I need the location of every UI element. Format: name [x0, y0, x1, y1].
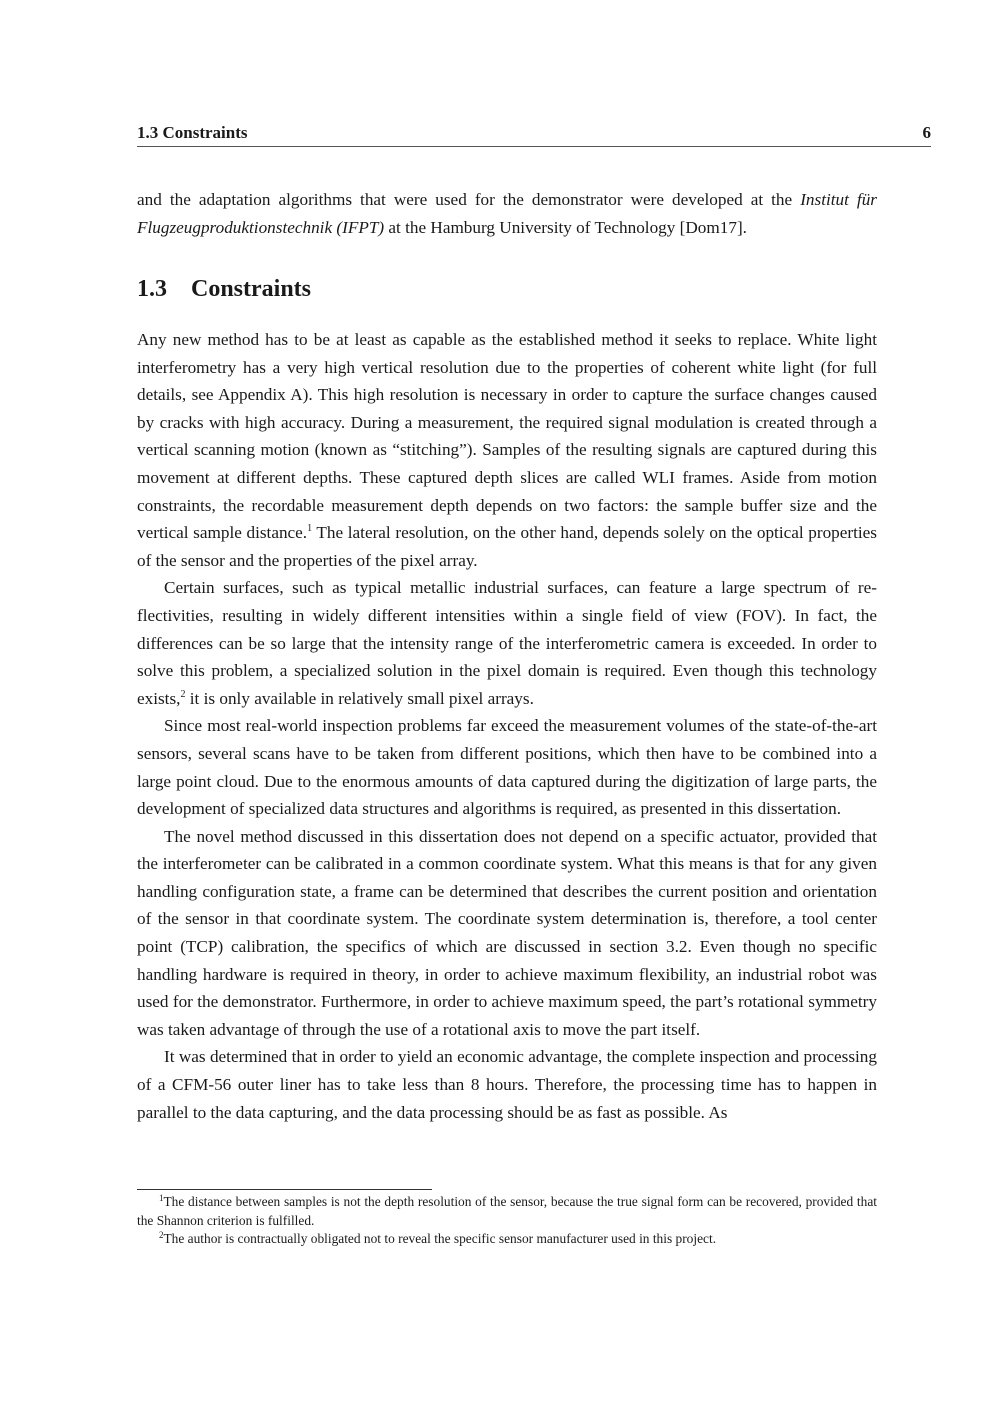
continuation-paragraph [137, 186, 877, 241]
footnotes [137, 1193, 877, 1249]
footnote-mark: 1 [159, 1193, 164, 1203]
text: The lateral resolution, on the other hand, depends solely on the optical properties of the sensor and the properties of the pixel array. [137, 523, 877, 570]
section-number: 1.3 [137, 276, 167, 302]
footnote-2 [137, 1230, 877, 1249]
footnote-ref-2[interactable]: 2 [180, 688, 186, 700]
footnote-divider [137, 1189, 432, 1190]
section-body [137, 326, 877, 1126]
running-head-title: 1.3 Constraints [137, 123, 248, 142]
text: Any new method has to be at least as capable as the established method it seeks to replace. White light interferometry has a very high vertical resolution due to the properties of coherent white light (for full details, see Appendix A). This high resolution is necessary in order to capture the surface changes caused by cracks with high accuracy. During a measurement, the required signal modulation is created through a vertical scanning motion (known as “stitching”). Samples of the resulting signals are captured during this movement at different depths. These captured depth slices are called WLI frames. Aside from motion constraints, the recordable measurement depth depends on two factors: the sample buffer size and the vertical sample distance. [137, 330, 877, 543]
page-number: 6 [922, 123, 931, 142]
paragraph: Since most real-world inspection problems far exceed the measurement volumes of the state-of-the-art sensors, several scans have to be taken from different positions, which then have to be combined into a large point cloud. Due to the enormous amounts of data captured during the digitization of large parts, the development of specialized data structures and algorithms is required, as presented in this dissertation. [137, 716, 877, 819]
paragraph: It was determined that in order to yield an economic advantage, the complete inspection and processing of a CFM-56 outer liner has to take less than 8 hours. Therefore, the processing time has to happen in parallel to the data capturing, and the data processing should be as fast as possible. As [137, 1047, 877, 1122]
section-heading [137, 276, 311, 303]
text: at the Hamburg University of Technology [Dom17]. [384, 217, 747, 237]
footnote-ref-1[interactable]: 1 [307, 523, 313, 535]
institute-name: Institut für Flugzeugproduktionstechnik (IFPT) [137, 190, 877, 237]
footnote-mark: 2 [159, 1230, 164, 1240]
paragraph [137, 326, 877, 574]
footnote-1 [137, 1193, 877, 1230]
running-head [137, 122, 931, 147]
footnote-text: The author is contractually obligated not to reveal the specific sensor manufacturer used in this project. [163, 1231, 717, 1246]
section-title: Constraints [191, 276, 312, 302]
paragraph [137, 574, 877, 712]
text: it is only available in relatively small pixel arrays. [185, 688, 534, 708]
paragraph: The novel method discussed in this dissertation does not depend on a specific actuator, provided that the interferometer can be calibrated in a common coordinate system. What this means is that for any given handling configuration state, a frame can be determined that describes the current position and orientation of the sensor in that coordinate system. The coordinate system determination is, therefore, a tool center point (TCP) calibration, the specifics of which are discussed in section 3.2. Even though no specific handling hardware is required in theory, in order to achieve maximum flexibility, an industrial robot was used for the demonstrator. Furthermore, in order to achieve maximum speed, the part’s rotational symmetry was taken advantage of through the use of a rotational axis to move the part itself. [137, 826, 877, 1039]
text: Certain surfaces, such as typical metallic industrial surfaces, can feature a large spectrum of reflectivities, resulting in widely different intensities within a single field of view (FOV). In fact, the differences can be so large that the intensity range of the interferometric camera is exceeded. In order to solve this problem, a specialized solution in the pixel domain is required. Even though this technology exists, [137, 578, 877, 708]
footnote-text: The distance between samples is not the depth resolution of the sensor, because the true signal form can be recovered, provided that the Shannon criterion is fulfilled. [137, 1194, 877, 1228]
text: and the adaptation algorithms that were used for the demonstrator were developed at the [137, 190, 801, 209]
